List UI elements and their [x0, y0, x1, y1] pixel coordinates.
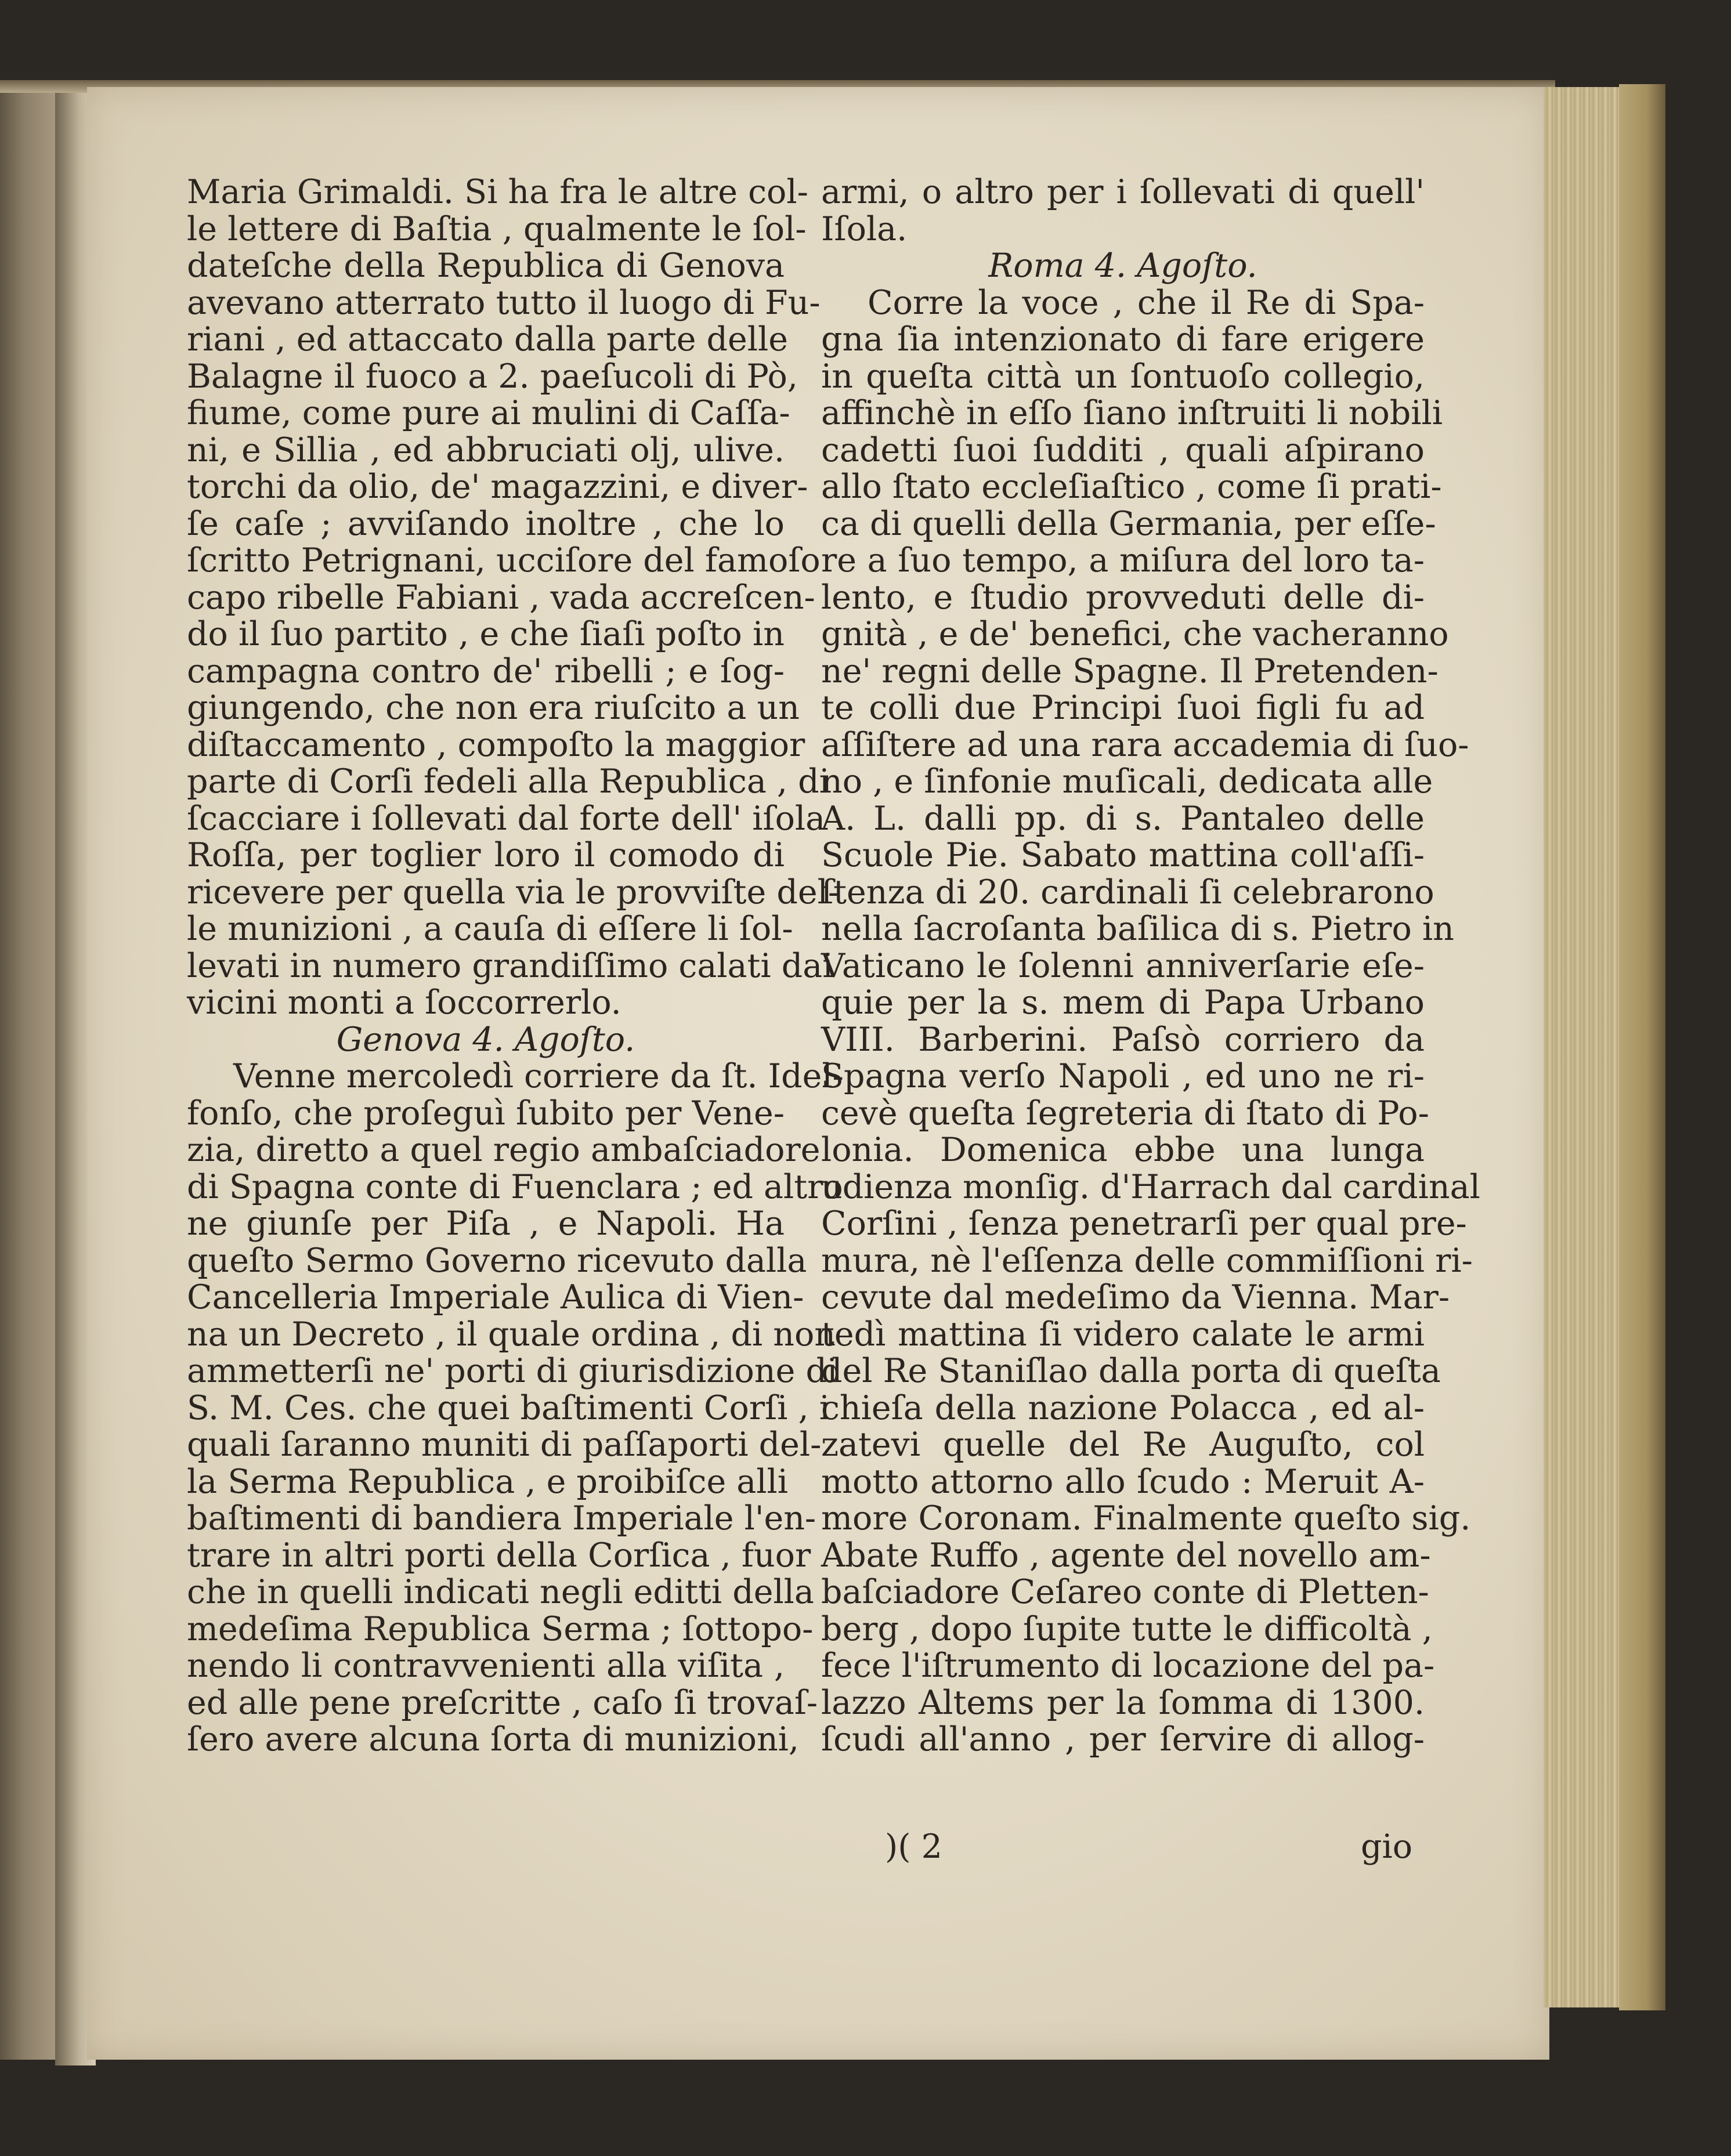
- dateline-genova: Genova 4. Agoſto.: [336, 1020, 635, 1059]
- text-line: torchi da olio, de' magazzini, e diver-: [187, 468, 808, 506]
- text-line: lonia. Domenica ebbe una lunga: [821, 1131, 1425, 1169]
- text-line: ſcritto Petrignani, ucciſore del famoſo: [187, 541, 821, 580]
- text-line: cadetti ſuoi ſudditi , quali aſpirano: [821, 431, 1425, 469]
- text-line: Balagne il fuoco a 2. paeſucoli di Pò,: [187, 357, 798, 396]
- text-line: avevano atterrato tutto il luogo di Fu-: [187, 283, 821, 322]
- text-line: Roſſa, per toglier loro il comodo di: [187, 836, 785, 874]
- text-line: Iſola.: [821, 209, 908, 248]
- text-line: ne giunſe per Piſa , e Napoli. Ha: [187, 1204, 785, 1243]
- text-line: fonſo, che proſeguì ſubito per Vene-: [187, 1094, 785, 1133]
- left-column: [187, 173, 844, 1759]
- text-line: baſtimenti di bandiera Imperiale l'en-: [187, 1499, 816, 1538]
- text-line: in queſta città un ſontuoſo collegio,: [821, 357, 1425, 396]
- text-line: do il ſuo partito , e che ſiaſi poſto in: [187, 615, 785, 653]
- text-line: chieſa della nazione Polacca , ed al-: [821, 1388, 1425, 1427]
- text-line: baſciadore Ceſareo conte di Pletten-: [821, 1573, 1429, 1611]
- text-line: more Coronam. Finalmente queſto sig.: [821, 1499, 1471, 1538]
- page-stack-edges: [1544, 87, 1624, 2007]
- text-line: trare in altri porti della Corſica , fuor: [187, 1536, 811, 1575]
- dateline-roma: Roma 4. Agoſto.: [988, 247, 1257, 285]
- text-line: ſcudi all'anno , per ſervire di allog-: [821, 1720, 1425, 1759]
- text-line: cevè queſta ſegreteria di ſtato di Po-: [821, 1094, 1429, 1133]
- text-line: le lettere di Baſtia , qualmente le ſol-: [187, 209, 807, 248]
- text-line: nella ſacroſanta baſilica di s. Pietro in: [821, 910, 1454, 948]
- text-line: ed alle pene preſcritte , caſo ſi trovaſ-: [187, 1683, 818, 1722]
- text-line: aſſiſtere ad una rara accademia di ſuo-: [821, 725, 1469, 764]
- text-line: nendo li contravvenienti alla viſita ,: [187, 1647, 785, 1685]
- text-line: campagna contro de' ribelli ; e ſog-: [187, 652, 785, 690]
- text-line: le munizioni , a cauſa di eſſere li ſol-: [187, 910, 793, 948]
- text-line: ni, e Sillia , ed abbruciati olj, ulive.: [187, 431, 785, 469]
- text-line: lento, e ſtudio provveduti delle di-: [821, 578, 1425, 617]
- text-line: ſero avere alcuna ſorta di munizioni,: [187, 1720, 800, 1759]
- text-line: ricevere per quella via le provviſte del-: [187, 873, 840, 911]
- text-line: parte di Corſi fedeli alla Republica , di: [187, 762, 830, 801]
- text-line: vicini monti a ſoccorrerlo.: [187, 983, 621, 1022]
- text-line: gnità , e de' benefici, che vacheranno: [821, 615, 1449, 653]
- text-line: gna ſia intenzionato di fare erigere: [821, 320, 1425, 359]
- text-line: berg , dopo ſupite tutte le difficoltà ,: [821, 1609, 1433, 1648]
- text-line: quali ſaranno muniti di paſſaporti del-: [187, 1426, 822, 1464]
- text-line: di Spagna conte di Fuenclara ; ed altro: [187, 1167, 843, 1206]
- text-line: queſto Sermo Governo ricevuto dalla: [187, 1241, 807, 1280]
- text-line: levati in numero grandiſſimo calati dai: [187, 946, 833, 985]
- text-line: capo ribelle Fabiani , vada accreſcen-: [187, 578, 815, 617]
- text-line: re a ſuo tempo, a miſura del loro ta-: [821, 541, 1425, 580]
- text-line: allo ſtato eccleſiaſtico , come ſi prati-: [821, 468, 1442, 506]
- text-line: quie per la s. mem di Papa Urbano: [821, 983, 1425, 1022]
- text-line: cevute dal medeſimo da Vienna. Mar-: [821, 1278, 1450, 1316]
- text-line: Venne mercoledì corriere da ſt. Idel-: [233, 1057, 844, 1095]
- text-line: lazzo Altems per la ſomma di 1300.: [821, 1683, 1425, 1722]
- text-line: no , e ſinfonie muſicali, dedicata alle: [821, 762, 1433, 801]
- left-page-edge: [0, 87, 55, 2060]
- text-line: Spagna verſo Napoli , ed uno ne ri-: [821, 1057, 1425, 1095]
- text-line: ne' regni delle Spagne. Il Pretenden-: [821, 652, 1439, 690]
- catchword: gio: [1361, 1828, 1413, 1866]
- text-line: Corſini , ſenza penetrarſi per qual pre-: [821, 1204, 1467, 1243]
- text-line: udienza monſig. d'Harrach dal cardinal: [821, 1167, 1480, 1206]
- text-line: zatevi quelle del Re Auguſto, col: [821, 1426, 1425, 1464]
- text-line: A. L. dalli pp. di s. Pantaleo delle: [821, 799, 1425, 838]
- text-line: affinchè in eſſo ſiano inſtruiti li nobili: [821, 394, 1443, 432]
- signature-mark: )( 2: [885, 1828, 942, 1866]
- text-line: Maria Grimaldi. Si ha fra le altre col-: [187, 173, 808, 211]
- text-line: te colli due Principi ſuoi figli fu ad: [821, 689, 1425, 727]
- text-line: motto attorno allo ſcudo : Meruit A-: [821, 1462, 1425, 1501]
- text-line: Scuole Pie. Sabato mattina coll'aſſi-: [821, 836, 1425, 874]
- text-line: riani , ed attaccato dalla parte delle: [187, 320, 788, 359]
- text-line: Cancelleria Imperiale Aulica di Vien-: [187, 1278, 804, 1316]
- text-line: ſcacciare i ſollevati dal forte dell' iſola: [187, 799, 826, 838]
- text-line: ca di quelli della Germania, per eſſe-: [821, 504, 1436, 543]
- text-line: ſtenza di 20. cardinali ſi celebrarono: [821, 873, 1434, 911]
- text-line: na un Decreto , il quale ordina , di non: [187, 1315, 836, 1354]
- text-line: armi, o altro per i ſollevati di quell': [821, 173, 1425, 211]
- text-line: fece l'iſtrumento di locazione del pa-: [821, 1647, 1435, 1685]
- text-line: giungendo, che non era riuſcito a un: [187, 689, 800, 727]
- text-line: Vaticano le ſolenni anniverſarie eſe-: [821, 946, 1425, 985]
- text-line: mura, nè l'eſſenza delle commiſſioni ri-: [821, 1241, 1473, 1280]
- text-line: medeſima Republica Serma ; ſottopo-: [187, 1609, 814, 1648]
- text-line: zia, diretto a quel regio ambaſciadore: [187, 1131, 821, 1169]
- text-line: la Serma Republica , e proibiſce alli: [187, 1462, 788, 1501]
- text-line: fiume, come pure ai mulini di Caſſa-: [187, 394, 790, 432]
- text-line: VIII. Barberini. Paſsò corriero da: [821, 1020, 1425, 1059]
- text-line: del Re Staniſlao dalla porta di queſta: [821, 1352, 1441, 1390]
- text-line: tedì mattina ſi videro calate le armi: [821, 1315, 1425, 1354]
- text-line: S. M. Ces. che quei baſtimenti Corſi , i: [187, 1388, 830, 1427]
- text-line: Abate Ruffo , agente del novello am-: [821, 1536, 1431, 1575]
- text-line: Corre la voce , che il Re di Spa-: [868, 283, 1425, 322]
- book-cover-edge: [1619, 84, 1665, 2010]
- right-column: [821, 173, 1480, 1759]
- text-line: ſe caſe ; avviſando inoltre , che lo: [187, 504, 785, 543]
- text-line: che in quelli indicati negli editti della: [187, 1573, 814, 1611]
- text-line: diſtaccamento , compoſto la maggior: [187, 725, 805, 764]
- text-line: ammetterſi ne' porti di giurisdizione di: [187, 1352, 838, 1390]
- text-line: dateſche della Republica di Genova: [187, 247, 785, 285]
